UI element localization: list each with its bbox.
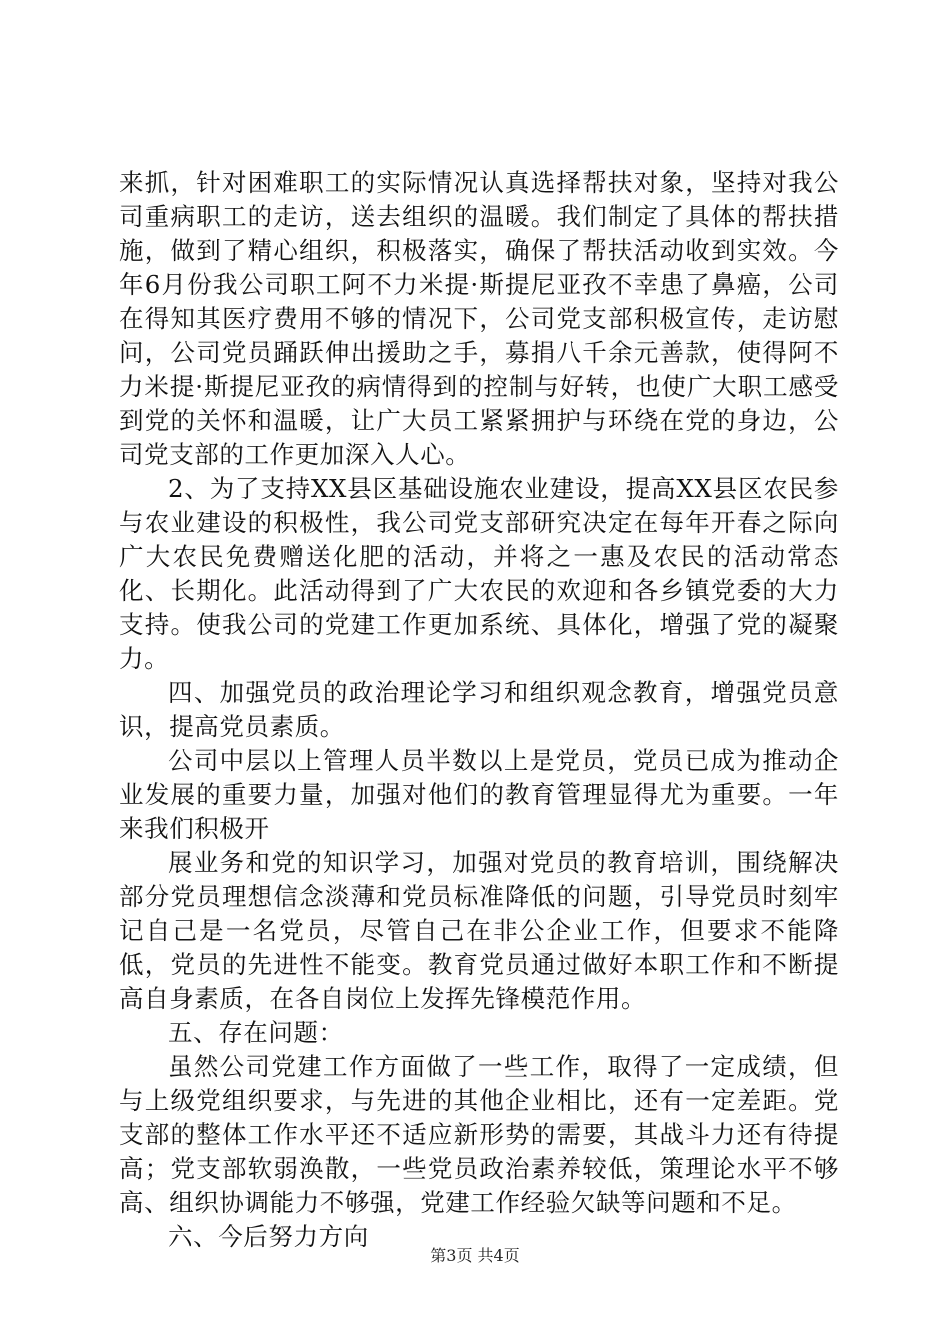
- section-heading-4: 四、加强党员的政治理论学习和组织观念教育，增强党员意识，提高党员素质。: [119, 678, 839, 741]
- section-heading-6: 六、今后努力方向: [168, 1222, 369, 1251]
- paragraph-fertilizer-program: 2、为了支持XX县区基础设施农业建设，提高XX县区农民参与农业建设的积极性，我公司党支部研究决定在每年开春之际向广大农民免费赠送化肥的活动，并将之一惠及农民的活动常态化、长期化。此活动得到了广大农民的欢迎和各乡镇党委的大力支持。使我公司的党建工作更加系统、具体化，增强了党的凝聚力。: [119, 474, 839, 673]
- paragraph-continued-support: 来抓，针对困难职工的实际情况认真选择帮扶对象，坚持对我公司重病职工的走访，送去组织的温暖。我们制定了具体的帮扶措施，做到了精心组织，积极落实，确保了帮扶活动收到实效。今年6月份我公司职工阿不力米提·斯提尼亚孜不幸患了鼻癌，公司在得知其医疗费用不够的情况下，公司党支部积极宣传，走访慰问，公司党员踊跃伸出援助之手，募捐八千余元善款，使得阿不力米提·斯提尼亚孜的病情得到的控制与好转，也使广大职工感受到党的关怀和温暖，让广大员工紧紧拥护与环绕在党的身边，公司党支部的工作更加深入人心。: [119, 168, 839, 469]
- paragraph-education-training: 展业务和党的知识学习，加强对党员的教育培训，围绕解决部分党员理想信念淡薄和党员标准降低的问题，引导党员时刻牢记自己是一名党员，尽管自己在非公企业工作，但要求不能降低，党员的先进性不能变。教育党员通过做好本职工作和不断提高自身素质，在各自岗位上发挥先锋模范作用。: [119, 848, 839, 1013]
- page-number-footer: 第3页 共4页: [430, 1246, 520, 1265]
- paragraph-management-members: 公司中层以上管理人员半数以上是党员，党员已成为推动企业发展的重要力量，加强对他们的教育管理显得尤为重要。一年来我们积极开: [119, 746, 839, 843]
- document-body: [119, 166, 839, 1254]
- paragraph-existing-problems: 虽然公司党建工作方面做了一些工作，取得了一定成绩，但与上级党组织要求，与先进的其他企业相比，还有一定差距。党支部的整体工作水平还不适应新形势的需要，其战斗力还有待提高；党支部软弱涣散，一些党员政治素养较低，策理论水平不够高、组织协调能力不够强，党建工作经验欠缺等问题和不足。: [119, 1052, 839, 1217]
- section-heading-5: 五、存在问题：: [168, 1018, 344, 1047]
